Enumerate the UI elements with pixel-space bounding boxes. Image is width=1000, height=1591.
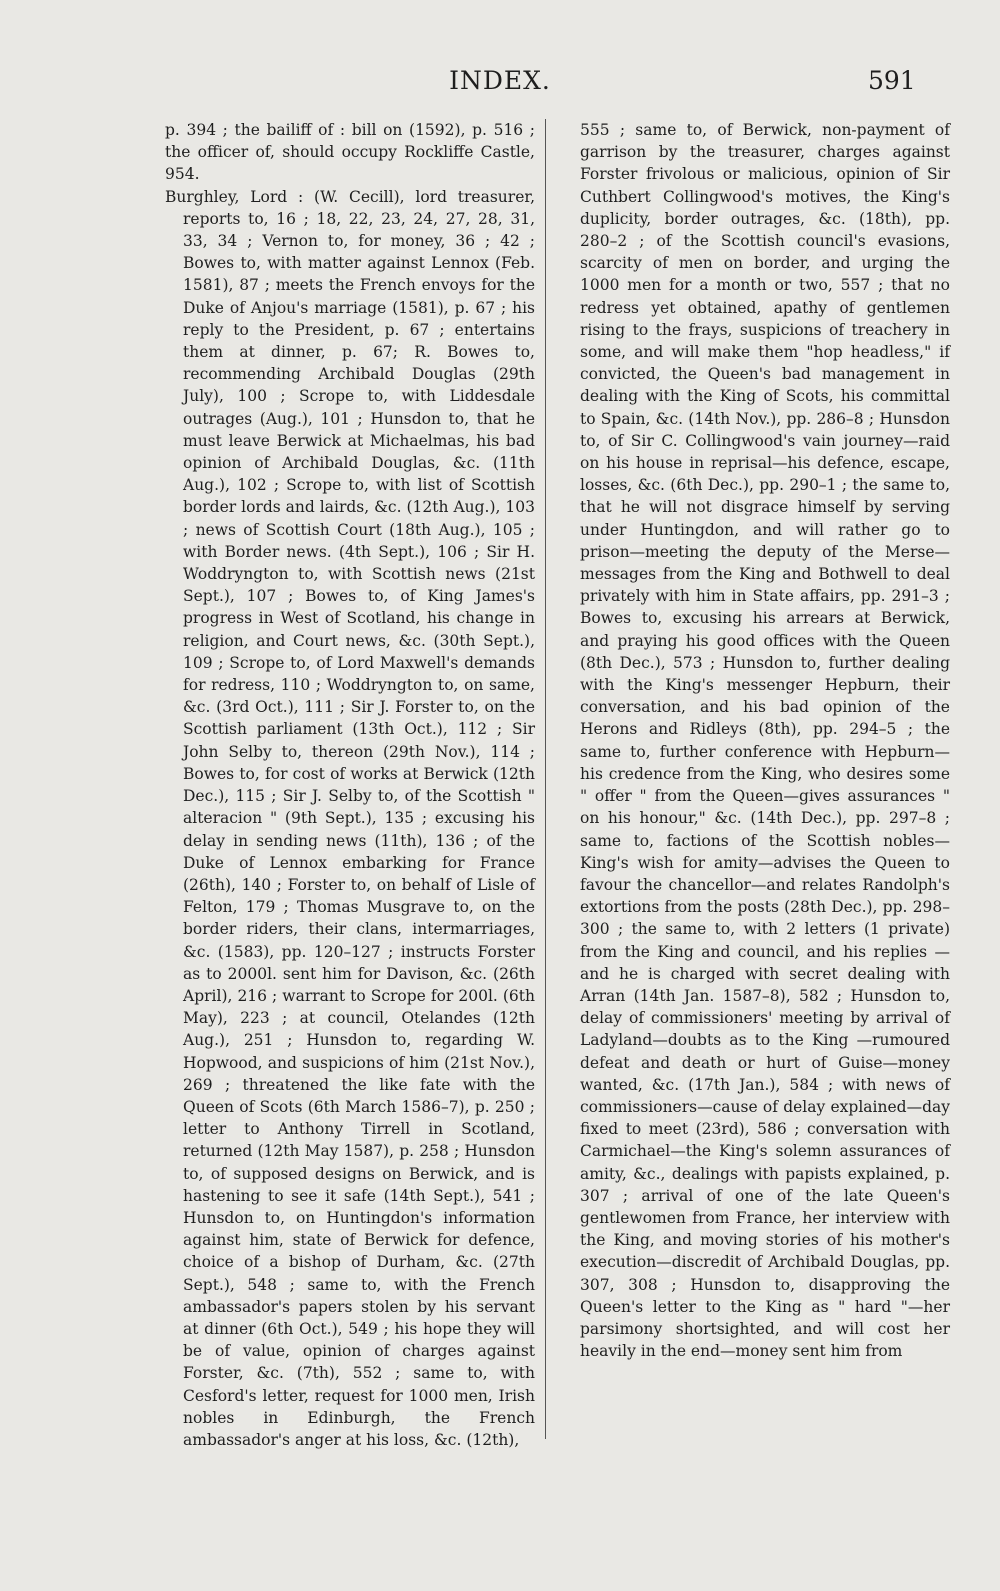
index-entry-burghley: Burghley, Lord : (W. Cecill), lord treasurer, reports to, 16 ; 18, 22, 23, 24, 27, 28, 31, 33, 34 ; Vernon to, for money, 36 ; 42 ; Bowes to, with matter against Lennox (Feb. 1581), 87 ; meets the French envoys for the Duke of Anjou's marriage (1581), p. 67 ; his reply to the President, p. 67 ; entertains them at dinner, p. 67; R. Bowes to, recommending Archibald Douglas (29th July), 100 ; Scrope to, with Liddesdale outrages (Aug.), 101 ; Hunsdon to, that he must leave Berwick at Michaelmas, his bad opinion of Archibald Douglas, &c. (11th Aug.), 102 ; Scrope to, with list of Scottish border lords and lairds, &c. (12th Aug.), 103 ; news of Scottish Court (18th Aug.), 105 ; with Border news. (4th Sept.), 106 ; Sir H. Woddryngton to, with Scottish news (21st Sept.), 107 ; Bowes to, of King James's progress in West of Scotland, his change in religion, and Court news, &c. (30th Sept.), 109 ; Scrope to, of Lord Maxwell's demands for redress, 110 ; Woddryngton to, on same, &c. (3rd Oct.), 111 ; Sir J. Forster to, on the Scottish parliament (13th Oct.), 112 ; Sir John Selby to, thereon (29th Nov.), 114 ; Bowes to, for cost of works at Berwick (12th Dec.), 115 ; Sir J. Selby to, of the Scottish " alteracion " (9th Sept.), 135 ; excusing his delay in sending news (11th), 136 ; of the Duke of Lennox embarking for France (26th), 140 ; Forster to, on behalf of Lisle of Felton, 179 ; Thomas Musgrave to, on the border riders, their clans, intermarriages, &c. (1583), pp. 120–127 ; instructs Forster as to 2000l. sent him for Davison, &c. (26th April), 216 ; warrant to Scrope for 200l. (6th May), 223 ; at council, Otelandes (12th Aug.), 251 ; Hunsdon to, regarding W. Hopwood, and suspicions of him (21st Nov.), 269 ; threatened the like fate with the Queen of Scots (6th March 1586–7), p. 250 ; letter to Anthony Tirrell in Scotland, returned (12th May 1587), p. 258 ; Hunsdon to, of supposed designs on Berwick, and is hastening to see it safe (14th Sept.), 541 ; Hunsdon to, on Huntingdon's information against him, state of Berwick for defence, choice of a bishop of Durham, &c. (27th Sept.), 548 ; same to, with the French ambassador's papers stolen by his servant at dinner (6th Oct.), 549 ; his hope they will be of value, opinion of charges against Forster, &c. (7th), 552 ; same to, with Cesford's letter, request for 1000 men, Irish nobles in Edinburgh, the French ambassador's anger at his loss, &c. (12th),	[165, 187, 535, 1449]
page-title: INDEX.	[449, 66, 551, 95]
page-number: 591	[868, 66, 916, 95]
continued-entry-text-right: 555 ; same to, of Berwick, non-payment of garrison by the treasurer, charges against Forster frivolous or malicious, opinion of Sir Cuthbert Collingwood's motives, the King's duplicity, border outrages, &c. (18th), pp. 280–2 ; of the Scottish council's evasions, scarcity of men on border, and urging the 1000 men for a month or two, 557 ; that no redress yet obtained, apathy of gentlemen rising to the frays, suspicions of treachery in some, and will make them "hop headless," if convicted, the Queen's bad management in dealing with the King of Scots, his committal to Spain, &c. (14th Nov.), pp. 286–8 ; Hunsdon to, of Sir C. Collingwood's vain journey—raid on his house in reprisal—his defence, escape, losses, &c. (6th Dec.), pp. 290–1 ; the same to, that he will not disgrace himself by serving under Huntingdon, and will rather go to prison—meeting the deputy of the Merse—messages from the King and Bothwell to deal privately with him in State affairs, pp. 291–3 ; Bowes to, excusing his arrears at Berwick, and praying his good offices with the Queen (8th Dec.), 573 ; Hunsdon to, further dealing with the King's messenger Hepburn, their conversation, and his bad opinion of the Herons and Ridleys (8th), pp. 294–5 ; the same to, further conference with Hepburn—his credence from the King, who desires some " offer " from the Queen—gives assurances " on his honour," &c. (14th Dec.), pp. 297–8 ; same to, factions of the Scottish nobles—King's wish for amity—advises the Queen to favour the chancellor—and relates Randolph's extortions from the posts (28th Dec.), pp. 298–300 ; the same to, with 2 letters (1 private) from the King and council, and his replies —and he is charged with secret dealing with Arran (14th Jan. 1587–8), 582 ; Hunsdon to, delay of commissioners' meeting by arrival of Ladyland—doubts as to the King —rumoured defeat and death or hurt of Guise—money wanted, &c. (17th Jan.), 584 ; with news of commissioners—cause of delay explained—day fixed to meet (23rd), 586 ; conversation with Carmichael—the King's solemn assurances of amity, &c., dealings with papists explained, p. 307 ; arrival of one of the late Queen's gentlewomen from France, her interview with the King, and moving stories of his mother's execution—discredit of Archibald Douglas, pp. 307, 308 ; Hunsdon to, disapproving the Queen's letter to the King as " hard "—her parsimony shortsighted, and will cost her heavily in the end—money sent him from	[580, 121, 950, 1361]
left-column	[165, 119, 535, 1451]
right-column	[580, 119, 950, 1362]
column-divider	[545, 119, 546, 1439]
continued-entry-text: p. 394 ; the bailiff of : bill on (1592), p. 516 ; the officer of, should occupy Rockliffe Castle, 954.	[165, 121, 535, 184]
